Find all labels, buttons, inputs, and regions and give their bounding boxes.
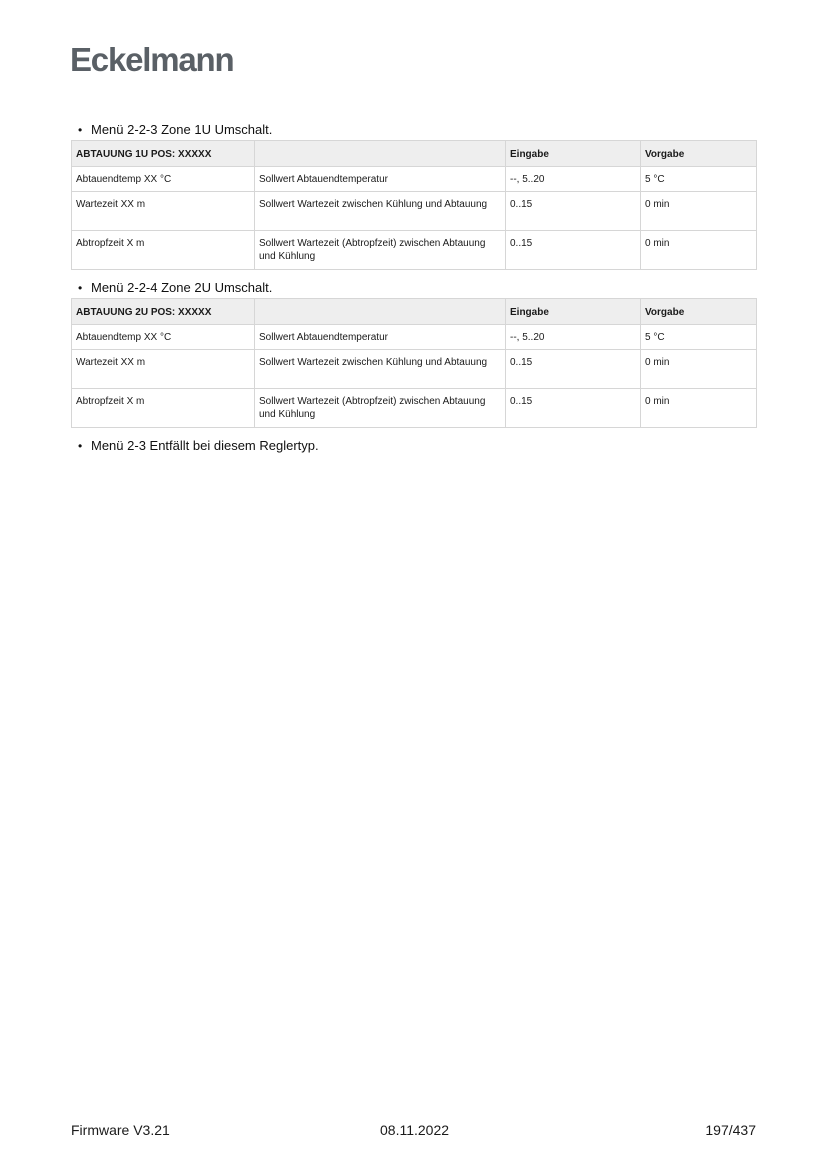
cell-vorgabe: 5 °C (641, 167, 757, 192)
header-cell-title: ABTAUUNG 1U POS: XXXXX (72, 141, 255, 167)
cell-description: Sollwert Wartezeit (Abtropfzeit) zwischen Abtauung und Kühlung (255, 389, 506, 428)
table-header-row (72, 299, 757, 325)
cell-vorgabe: 5 °C (641, 325, 757, 350)
cell-eingabe: --, 5..20 (506, 167, 641, 192)
bullet-menu-2-2-4 (71, 278, 756, 298)
bullet-dot-icon: • (78, 439, 83, 453)
cell-description: Sollwert Abtauendtemperatur (255, 325, 506, 350)
table-row (72, 231, 757, 270)
header-cell-vorgabe: Vorgabe (641, 299, 757, 325)
cell-vorgabe: 0 min (641, 192, 757, 231)
bullet-dot-icon: • (78, 281, 83, 295)
header-cell-description (255, 299, 506, 325)
bullet-dot-icon: • (78, 123, 83, 137)
param-table-zone-2u (71, 298, 757, 428)
header-cell-vorgabe: Vorgabe (641, 141, 757, 167)
bullet-menu-2-2-3 (71, 120, 756, 140)
param-table-zone-1u (71, 140, 757, 270)
cell-eingabe: 0..15 (506, 231, 641, 270)
cell-vorgabe: 0 min (641, 231, 757, 270)
cell-parameter: Wartezeit XX m (72, 192, 255, 231)
brand-logo: Eckelmann (70, 41, 234, 78)
header-cell-eingabe: Eingabe (506, 141, 641, 167)
header-cell-title: ABTAUUNG 2U POS: XXXXX (72, 299, 255, 325)
table-header-row (72, 141, 757, 167)
bullet-text: Menü 2-3 Entfällt bei diesem Reglertyp. (91, 438, 319, 453)
cell-parameter: Abtauendtemp XX °C (72, 325, 255, 350)
cell-description: Sollwert Wartezeit (Abtropfzeit) zwischen Abtauung und Kühlung (255, 231, 506, 270)
cell-eingabe: --, 5..20 (506, 325, 641, 350)
header-cell-description (255, 141, 506, 167)
cell-vorgabe: 0 min (641, 350, 757, 389)
table-row (72, 192, 757, 231)
cell-eingabe: 0..15 (506, 192, 641, 231)
cell-description: Sollwert Abtauendtemperatur (255, 167, 506, 192)
bullet-text: Menü 2-2-4 Zone 2U Umschalt. (91, 280, 273, 295)
bullet-text: Menü 2-2-3 Zone 1U Umschalt. (91, 122, 273, 137)
cell-parameter: Wartezeit XX m (72, 350, 255, 389)
cell-eingabe: 0..15 (506, 389, 641, 428)
table-row (72, 389, 757, 428)
table-row (72, 325, 757, 350)
cell-parameter: Abtropfzeit X m (72, 389, 255, 428)
cell-parameter: Abtropfzeit X m (72, 231, 255, 270)
cell-parameter: Abtauendtemp XX °C (72, 167, 255, 192)
footer-date: 08.11.2022 (380, 1122, 450, 1138)
bullet-menu-2-3 (71, 436, 756, 456)
cell-description: Sollwert Wartezeit zwischen Kühlung und Abtauung (255, 192, 506, 231)
cell-description: Sollwert Wartezeit zwischen Kühlung und Abtauung (255, 350, 506, 389)
footer-firmware-version: Firmware V3.21 (71, 1122, 170, 1138)
cell-eingabe: 0..15 (506, 350, 641, 389)
footer-page-number: 197/437 (705, 1122, 756, 1138)
table-row (72, 167, 757, 192)
header-cell-eingabe: Eingabe (506, 299, 641, 325)
cell-vorgabe: 0 min (641, 389, 757, 428)
document-body (71, 118, 756, 456)
table-row (72, 350, 757, 389)
